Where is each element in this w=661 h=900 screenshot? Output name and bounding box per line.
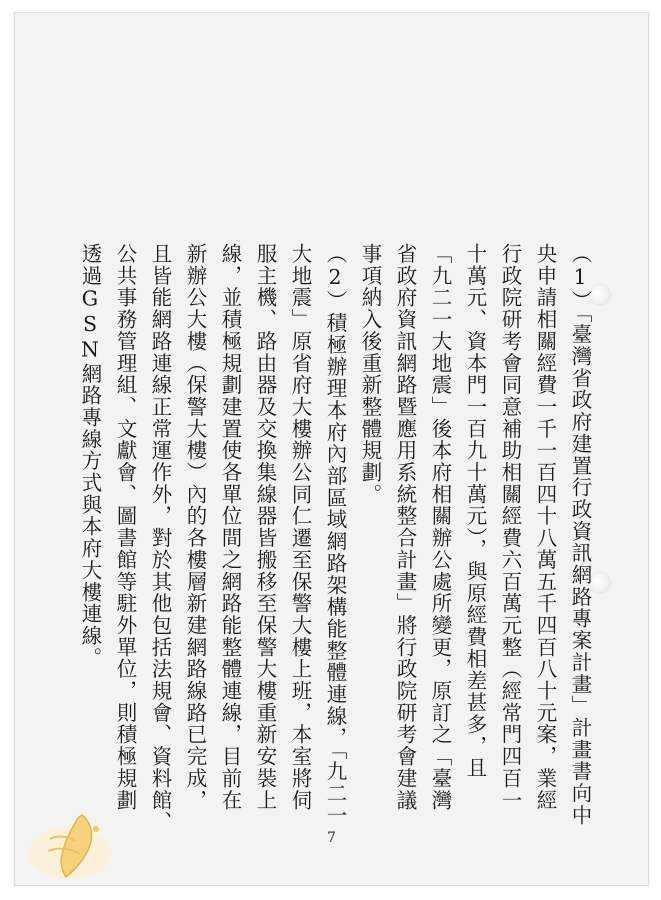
text-column: 央申請相關經費一千一百四十八萬五千四百八十元案，業經 — [533, 243, 557, 812]
text-column: 省政府資訊網路暨應用系統整合計畫」將行政院研考會建議 — [393, 243, 417, 812]
vertical-text-block — [75, 243, 595, 833]
text-column: 新辦公大樓（保警大樓）內的各樓層新建網路線路已完成， — [183, 243, 207, 812]
text-column: （1）「臺灣省政府建置行政資訊網路專案計畫」計畫書向中 — [568, 243, 592, 827]
page-number: 7 — [327, 830, 336, 846]
text-column: 且皆能網路連線正常運作外，對於其他包括法規會、資料館、 — [148, 243, 172, 833]
text-column: 大地震」原省府大樓辦公同仁遷至保警大樓上班，本室將伺 — [288, 243, 312, 812]
text-column: （2）積極辦理本府內部區域網路架構能整體連線，「九二一 — [323, 243, 347, 827]
text-column: 服主機、路由器及交換集線器皆搬移至保警大樓重新安裝上 — [253, 243, 277, 812]
text-column: 透過GSN網路專線方式與本府大樓連線。 — [78, 243, 102, 669]
text-column: 行政院研考會同意補助相關經費六百萬元整（經常門四百一 — [498, 243, 522, 812]
text-column: 「九二一大地震」後本府相關辦公處所變更，原訂之「臺灣 — [428, 243, 452, 812]
text-column: 公共事務管理組、文獻會、圖書館等駐外單位，則積極規劃 — [113, 243, 137, 812]
text-column: 十萬元、資本門一百九十萬元），與原經費相差甚多，且 — [463, 243, 487, 779]
taiwan-map-logo-icon — [20, 805, 120, 885]
text-column: 事項納入後重新整體規劃。 — [358, 243, 382, 506]
document-page — [14, 12, 649, 886]
text-column: 線，並積極規劃建置使各單位間之網路能整體連線，目前在 — [218, 243, 242, 812]
